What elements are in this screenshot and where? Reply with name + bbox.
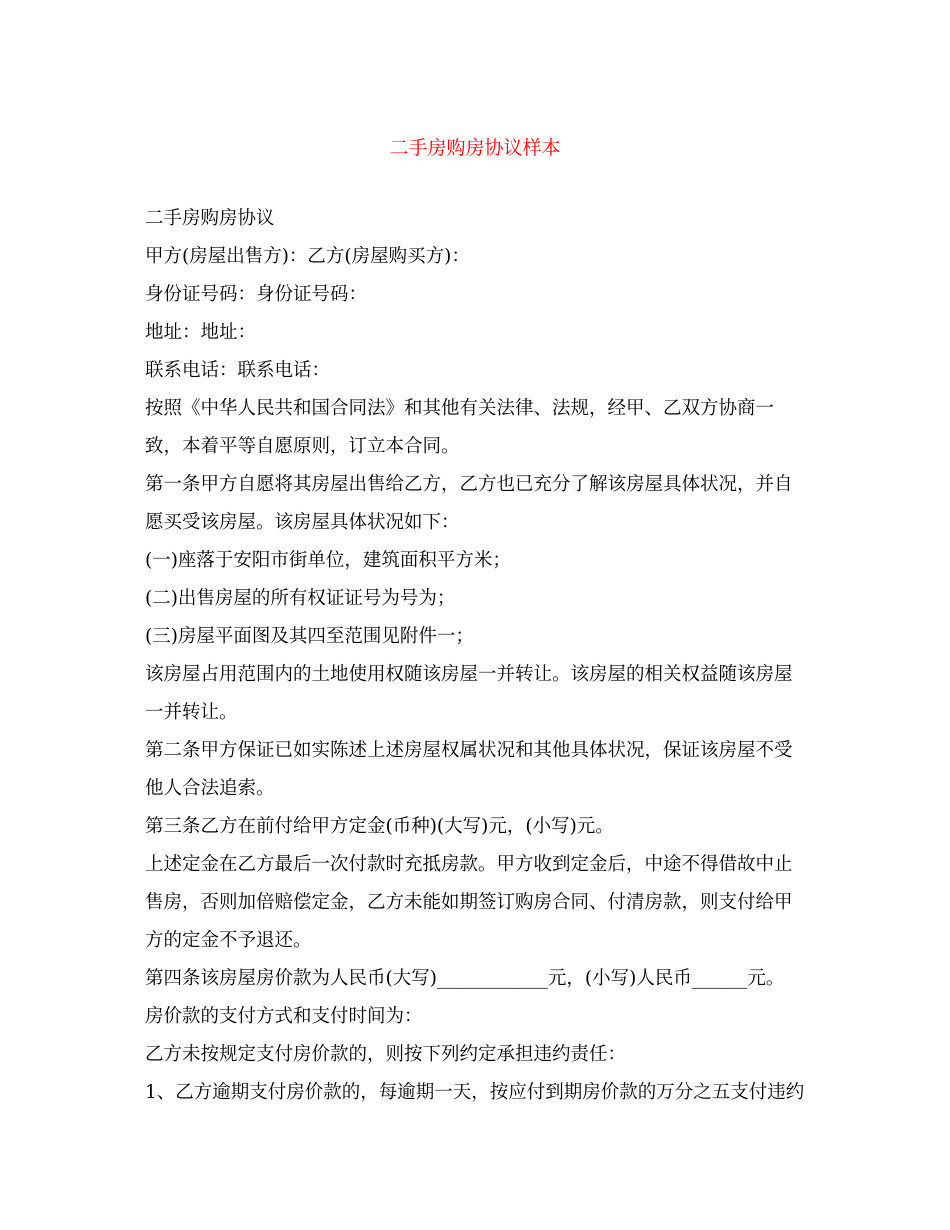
text-line: 甲方(房屋出售方)：乙方(房屋购买方)：	[145, 246, 470, 267]
text-line: 身份证号码：身份证号码：	[145, 284, 368, 305]
text-line: 第二条甲方保证已如实陈述上述房屋权属状况和其他具体状况，保证该房屋不受	[145, 740, 793, 761]
document-title: 二手房购房协议样本	[389, 137, 561, 159]
text-line: 他人合法追索。	[145, 778, 275, 799]
text-line: 售房，否则加倍赔偿定金，乙方未能如期签订购房合同、付清房款，则支付给甲	[145, 892, 793, 913]
text-line: 愿买受该房屋。该房屋具体状况如下：	[145, 512, 460, 533]
text-line: 一并转让。	[145, 702, 238, 723]
text-line: 方的定金不予退还。	[145, 930, 312, 951]
text-line: 房价款的支付方式和支付时间为：	[145, 1006, 423, 1027]
text-line: 二手房购房协议	[145, 208, 275, 229]
text-line: (一)座落于安阳市街单位，建筑面积平方米；	[145, 550, 511, 571]
text-line: 致，本着平等自愿原则，订立本合同。	[145, 436, 460, 457]
text-line: 第一条甲方自愿将其房屋出售给乙方，乙方也已充分了解该房屋具体状况，并自	[145, 474, 793, 495]
text-line: 1、乙方逾期支付房价款的，每逾期一天，按应付到期房价款的万分之五支付违约	[145, 1082, 805, 1103]
text-line: 按照《中华人民共和国合同法》和其他有关法律、法规，经甲、乙双方协商一	[145, 398, 775, 419]
text-line: 该房屋占用范围内的土地使用权随该房屋一并转让。该房屋的相关权益随该房屋	[145, 664, 793, 685]
document-body	[145, 200, 815, 1112]
text-line: 联系电话：联系电话：	[145, 360, 331, 381]
text-line: 上述定金在乙方最后一次付款时充抵房款。甲方收到定金后，中途不得借故中止	[145, 854, 793, 875]
text-line: 地址：地址：	[145, 322, 257, 343]
text-line: 乙方未按规定支付房价款的，则按下列约定承担违约责任：	[145, 1044, 627, 1065]
text-line: (二)出售房屋的所有权证证号为号为；	[145, 588, 456, 609]
text-line: 第三条乙方在前付给甲方定金(币种)(大写)元，(小写)元。	[145, 816, 614, 837]
text-line: (三)房屋平面图及其四至范围见附件一；	[145, 626, 474, 647]
text-line: 第四条该房屋房价款为人民币(大写)____________元，(小写)人民币______元。	[145, 968, 785, 989]
